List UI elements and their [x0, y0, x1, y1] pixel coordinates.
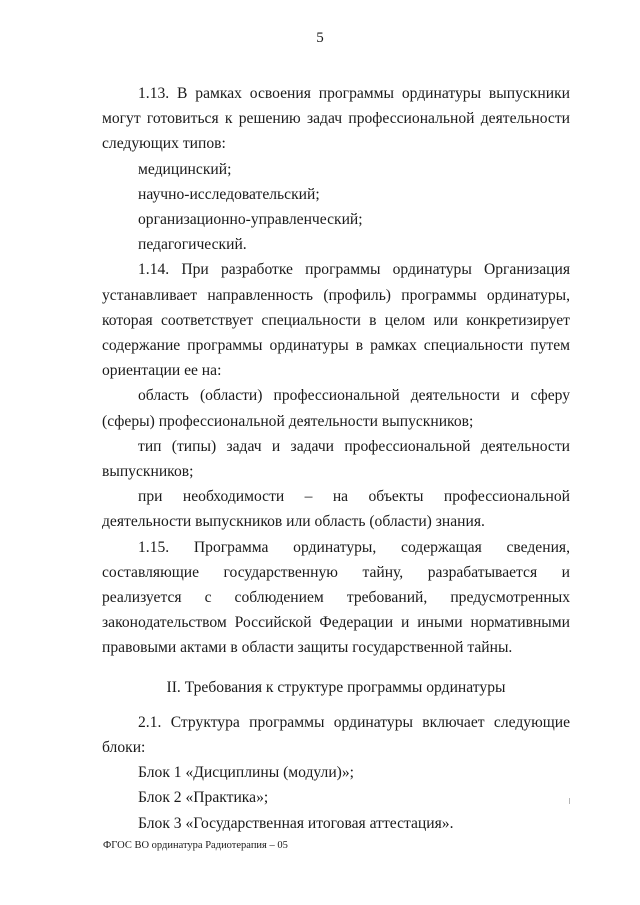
orientation-item: тип (типы) задач и задачи профессиональной деятельности выпускников;: [102, 437, 570, 481]
document-footer: ФГОС ВО ординатура Радиотерапия – 05: [103, 840, 288, 851]
activity-type-item: научно-исследовательский;: [138, 185, 320, 203]
block-item: Блок 3 «Государственная итоговая аттестация».: [138, 814, 454, 832]
block-item: Блок 2 «Практика»;: [138, 789, 269, 807]
section-heading: II. Требования к структуре программы ординатуры: [166, 678, 506, 696]
activity-type-item: организационно-управленческий;: [138, 211, 363, 229]
orientation-item: область (области) профессиональной деятельности и сферу (сферы) профессиональной деятельности выпускников;: [102, 387, 570, 430]
block-item: Блок 1 «Дисциплины (модули)»;: [138, 764, 354, 782]
scan-mark: [569, 798, 570, 804]
document-body: [102, 81, 570, 836]
paragraph-1-14: 1.14. При разработке программы ординатуры Организация устанавливает направленность (профиль) программы ординатуры, которая соответствует специальности в целом или конкретизирует содержание программы ординатуры в рамках специальности путем ориентации ее на:: [102, 261, 570, 380]
activity-type-item: педагогический.: [138, 236, 247, 254]
orientation-item: при необходимости – на объекты профессиональной деятельности выпускников или область (области) знания.: [102, 488, 570, 531]
paragraph-1-15: 1.15. Программа ординатуры, содержащая сведения, составляющие государственную тайну, разрабатывается и реализуется с соблюдением требований, предусмотренных законодательством Российской Федерации и иными нормативными правовыми актами в области защиты государственной тайны.: [102, 538, 570, 657]
paragraph-1-13: 1.13. В рамках освоения программы ординатуры выпускники могут готовиться к решению задач профессиональной деятельности следующих типов:: [102, 85, 570, 153]
activity-type-item: медицинский;: [138, 160, 232, 178]
paragraph-2-1: 2.1. Структура программы ординатуры включает следующие блоки:: [102, 713, 570, 757]
page-number: 5: [316, 30, 324, 46]
